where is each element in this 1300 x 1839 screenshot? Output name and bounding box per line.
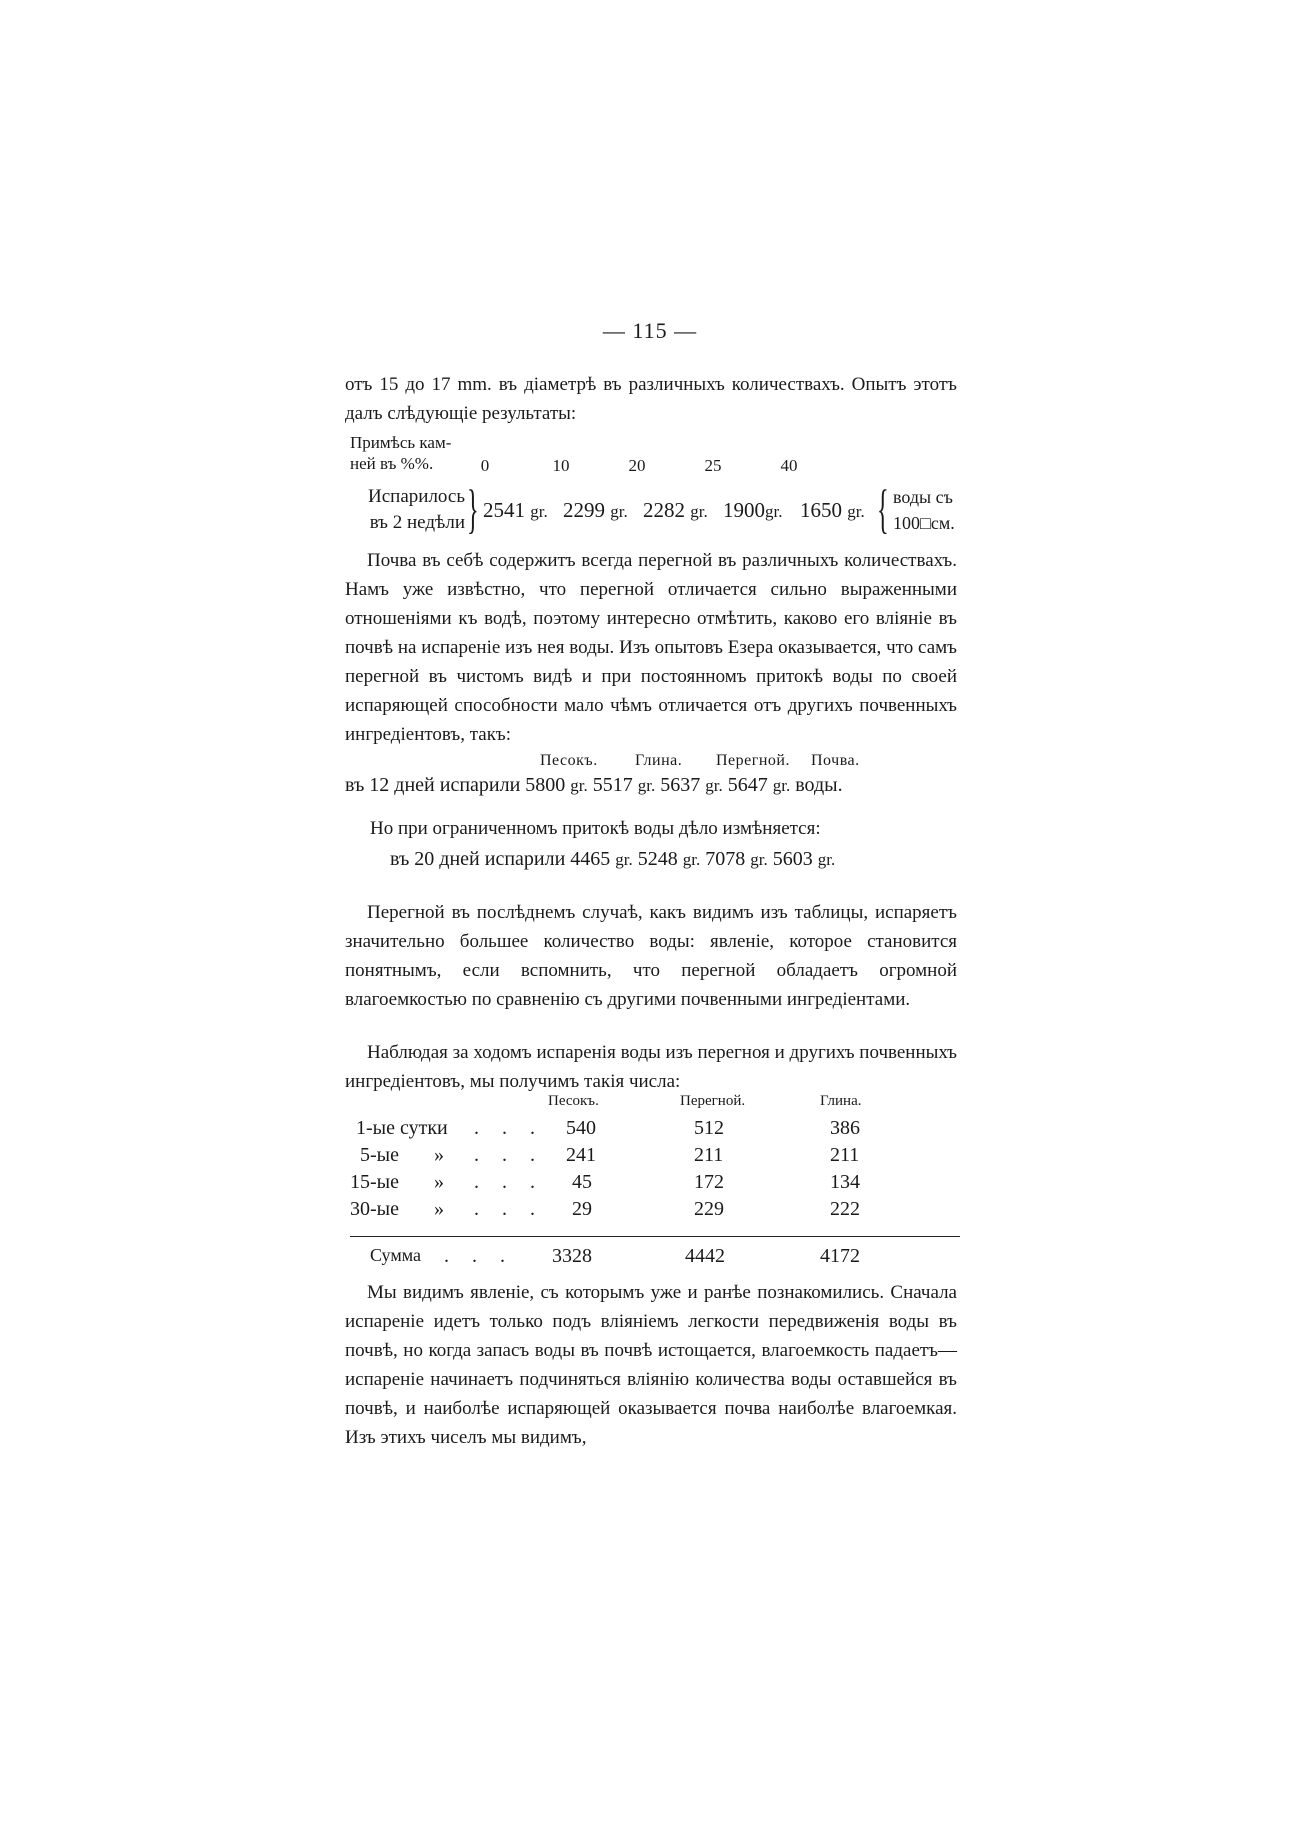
stones-row-value: 1650 gr. [800,498,865,522]
table-cell: 512 [694,1117,724,1139]
inline-header: Перегной. [716,752,790,769]
observing-paragraph [345,1038,957,1096]
stones-row-value: 2541 gr. [483,498,548,522]
inline-header: Почва. [811,752,860,769]
stones-row-value: 2282 gr. [643,498,708,522]
intro-text: отъ 15 до 17 mm. въ діаметрѣ въ различныхъ количествахъ. Опытъ этотъ далъ слѣдующіе результаты: [345,374,957,424]
stones-row-value: 2299 gr. [563,498,628,522]
table-row-marker: » [434,1144,444,1166]
table-cell: 29 [572,1198,592,1220]
daily-column-header: Глина. [820,1093,862,1109]
left-brace-icon: } [467,479,479,539]
table-row-leader: . . . [474,1144,544,1166]
table-cell: 222 [830,1198,860,1220]
table-row-label: 15-ые [350,1171,399,1193]
humus-paragraph [345,546,957,749]
table-row-leader: . . . [474,1117,544,1139]
stones-header-value: 20 [628,456,646,475]
final-paragraph [345,1278,957,1452]
table-row-leader: . . . [474,1171,544,1193]
stones-header-value: 10 [552,456,570,475]
conclusion-text: Перегной въ послѣднемъ случаѣ, какъ видимъ изъ таблицы, испаряетъ значительно большее количество воды: явленіе, которое становится понятнымъ, если вспомнить, что перегной обладаетъ огромной влагоемкостью по сравненію съ другими почвенными ингредіентами. [345,902,957,1010]
humus-text: Почва въ себѣ содержитъ всегда перегной въ различныхъ количествахъ. Намъ уже извѣстно, что перегной отличается сильно выраженными отношеніями къ водѣ, поэтому интересно отмѣтить, каково его вліяніе въ почвѣ на испареніе изъ нея воды. Изъ опытовъ Езера оказывается, что самъ перегной въ чистомъ видѣ и при постоянномъ притокѣ воды по своей испаряющей способности мало чѣмъ отличается отъ другихъ почвенныхъ ингредіентовъ, такъ: [345,550,957,745]
table-cell: 45 [572,1171,592,1193]
total-cell: 4442 [685,1245,725,1267]
table-cell: 211 [830,1144,860,1166]
limited-flow-text: Но при ограниченномъ притокѣ воды дѣло измѣняется: [370,818,821,839]
stones-header-value: 0 [480,456,490,475]
stones-row-value: 1900gr. [723,498,783,522]
total-cell: 3328 [552,1245,592,1267]
table-row-label: 5-ые [360,1144,399,1166]
stones-row-label: Испарилось въ 2 недѣли [368,486,465,533]
table-cell: 172 [694,1171,724,1193]
table-cell: 229 [694,1198,724,1220]
stones-header-label: Примѣсь кам-ней въ %%. [350,433,452,473]
final-text: Мы видимъ явленіе, съ которымъ уже и ранѣе познакомились. Сначала испареніе идетъ только подъ вліяніемъ легкости передвиженія воды въ почвѣ, но когда запасъ воды въ почвѣ истощается, влагоемкость падаетъ—испареніе начинаетъ подчиняться вліянію количества воды оставшейся въ почвѣ, и наиболѣе испаряющей оказывается почва наиболѣе влагоемкая. Изъ этихъ чиселъ мы видимъ, [345,1282,957,1448]
table-row-marker: » [434,1198,444,1220]
total-leader: . . . [444,1245,514,1267]
daily-column-header: Перегной. [680,1093,746,1109]
total-cell: 4172 [820,1245,860,1267]
table-cell: 386 [830,1117,860,1139]
intro-paragraph [345,370,957,428]
total-label: Сумма [370,1245,421,1265]
stones-row-unit: воды съ 100□см. [893,487,955,533]
table-row-label: 30-ые [350,1198,399,1220]
table-cell: 211 [694,1144,724,1166]
daily-column-header: Песокъ. [548,1093,599,1109]
inline-header: Глина. [635,752,683,769]
observing-text: Наблюдая за ходомъ испаренія воды изъ перегноя и другихъ почвенныхъ ингредіентовъ, мы получимъ такія числа: [345,1042,957,1092]
right-brace-icon: { [877,479,889,539]
table-row-label: 1-ые сутки [356,1117,448,1139]
limited-flow-row: въ 20 дней испарили 4465 gr. 5248 gr. 7078 gr. 5603 gr. [390,848,836,870]
inline-row-label: въ 12 дней испарили [345,774,521,796]
table-cell: 241 [566,1144,596,1166]
table-row-marker: » [434,1171,444,1193]
table-rule [350,1236,960,1237]
stones-header-value: 25 [704,456,722,475]
table-cell: 134 [830,1171,860,1193]
page-number: — 115 — [602,318,698,343]
inline-header: Песокъ. [540,752,598,769]
table-row-leader: . . . [474,1198,544,1220]
stones-header-value: 40 [780,456,798,475]
table-cell: 540 [566,1117,596,1139]
conclusion-paragraph [345,898,957,1014]
inline-row-1: въ 12 дней испарили 5800 gr. 5517 gr. 5637 gr. 5647 gr. воды. [345,774,843,796]
